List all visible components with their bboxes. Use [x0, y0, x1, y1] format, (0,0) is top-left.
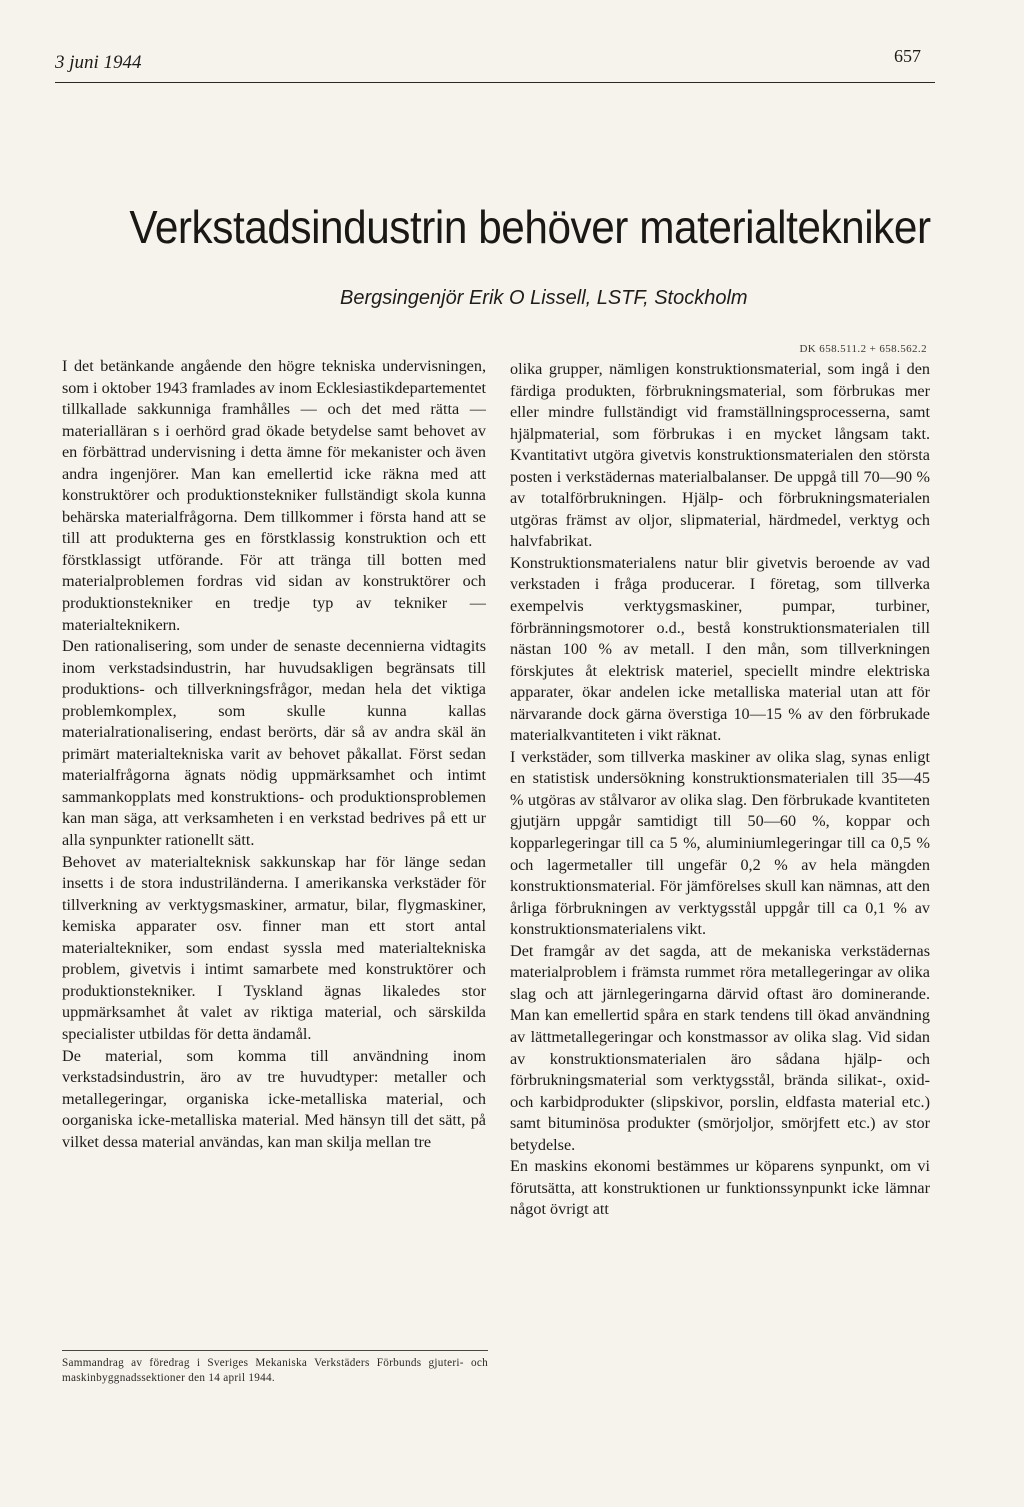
page-number: 657: [894, 46, 921, 66]
paragraph: Konstruktionsmaterialens natur blir givetvis beroende av vad verkstaden i fråga producerar. I företag, som tillverka exempelvis verktygsmaskiner, pumpar, turbiner, förbränningsmotorer o.d., bestå konstruktionsmaterialen till nästan 100 % av metall. I den mån, som tillverkningen förskjutes åt elektrisk materiel, speciellt mindre elektriska apparater, ökar andelen icke metalliska material utan att för närvarande dock gärna överstiga 10—15 % av den förbrukade materialkvantiteten i vikt räknat.: [510, 553, 930, 745]
right-column: [510, 359, 930, 1221]
article-title: Verkstadsindustrin behöver materialtekniker: [129, 201, 931, 253]
paragraph: De material, som komma till användning inom verkstadsindustrin, äro av tre huvudtyper: metaller och metallegeringar, organiska icke-metalliska material, och oorganiska icke-metalliska material. Med hänsyn till det sätt, på vilket dessa material användas, kan man skilja mellan tre: [62, 1046, 486, 1151]
classification-code: DK 658.511.2 + 658.562.2: [799, 343, 927, 355]
footnote: Sammandrag av föredrag i Sveriges Mekaniska Verkstäders Förbunds gjuteri- och maskinbyggnadssektioner den 14 april 1944.: [62, 1357, 488, 1384]
paragraph: I verkstäder, som tillverka maskiner av olika slag, synas enligt en statistisk undersökning konstruktionsmaterialen till 35—45 % utgöras av stålvaror av olika slag. Den förbrukade kvantiteten gjutjärn uppgår samtidigt till 50—60 %, koppar och kopparlegeringar till ca 5 %, aluminiumlegeringar till ca 0,5 % och lagermetaller till ungefär 0,2 % av hela mängden konstruktionsmaterial. För jämförelses skull kan nämnas, att den årliga förbrukningen av verktygsstål uppgår till ca 0,1 % av konstruktionsmaterialens vikt.: [510, 747, 930, 939]
paragraph: Behovet av materialteknisk sakkunskap har för länge sedan insetts i de stora industriländerna. I amerikanska verkstäder för tillverkning av verktygsmaskiner, armatur, bilar, flygmaskiner, kemiska apparater osv. finner man ett stort antal materialtekniker, som endast syssla med materialtekniska problem, givetvis i intimt samarbete med konstruktörer och produktionstekniker. I Tyskland ägnas likaledes stor uppmärksamhet åt valet av riktiga material, och särskilda specialister utbildas för detta ändamål.: [62, 852, 486, 1043]
left-column: [62, 356, 486, 1153]
paragraph: En maskins ekonomi bestämmes ur köparens synpunkt, om vi förutsätta, att konstruktionen ur funktionssynpunkt icke lämnar något övrigt att: [510, 1157, 930, 1219]
paragraph: I det betänkande angående den högre tekniska undervisningen, som i oktober 1943 framlades av inom Ecklesiastikdepartementet tillkallade sakkunniga framhålles — och det med rätta — materialläran s i oerhörd grad ökade betydelse samt behovet av en förbättrad undervisning i detta ämne för mekanister och även andra ingenjörer. Man kan emellertid icke räkna med att konstruktörer och produktionstekniker fullständigt skola kunna behärska materialfrågorna. Dem tillkommer i första hand att se till att produkterna ges en förstklassig konstruktion och ett förstklassigt utförande. För att tränga till botten med materialproblemen fordras vid sidan av konstruktörer och produktionstekniker en tredje typ av tekniker — materialteknikern.: [62, 357, 486, 634]
article-author: Bergsingenjör Erik O Lissell, LSTF, Stockholm: [340, 287, 748, 309]
running-header: [55, 42, 935, 82]
header-rule: [55, 82, 935, 83]
paragraph: Det framgår av det sagda, att de mekaniska verkstädernas materialproblem i främsta rummet röra metallegeringar av olika slag och att järnlegeringarna därvid oftast äro dominerande. Man kan emellertid spåra en stark tendens till ökad användning av lättmetallegeringar och konstmassor av olika slag. Vid sidan av konstruktionsmaterialen äro sådana hjälp- och förbrukningsmaterial som verktygsstål, brända silikat-, oxid- och karbidprodukter (slipskivor, porslin, eldfasta material etc.) samt bituminösa produkter (smörjoljor, smörjfett etc.) av stor betydelse.: [510, 941, 930, 1154]
footnote-rule: [62, 1350, 488, 1351]
issue-date: 3 juni 1944: [55, 52, 142, 73]
paragraph: Den rationalisering, som under de senaste decennierna vidtagits inom verkstadsindustrin, har huvudsakligen begränsats till produktions- och tillverkningsfrågor, medan hela det viktiga problemkomplex, som skulle kunna kallas materialrationalisering, endast berörts, där så av andra skäl än primärt materialtekniska varit av behovet påkallat. Först sedan materialfrågorna ägnats nödig uppmärksamhet och intimt sammankopplats med konstruktions- och produktionsproblemen kan man säga, att verksamheten i en verkstad bedrives på ett ur alla synpunkter rationellt sätt.: [62, 637, 486, 850]
paragraph: olika grupper, nämligen konstruktionsmaterial, som ingå i den färdiga produkten, förbrukningsmaterial, som förbrukas mer eller mindre fullständigt vid framställningsprocesserna, samt hjälpmaterial, som förbrukas i en mycket långsam takt. Kvantitativt utgöra givetvis konstruktionsmaterialen den största posten i verkstädernas materialbalanser. De uppgå till 70—90 % av totalförbrukningen. Hjälp- och förbrukningsmaterialen utgöras främst av oljor, slipmaterial, härdmedel, verktyg och halvfabrikat.: [510, 360, 930, 551]
